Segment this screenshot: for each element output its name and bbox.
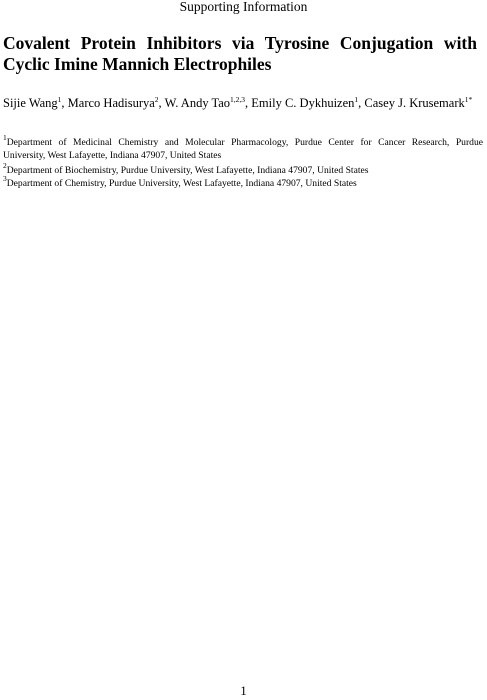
affiliation-3	[3, 173, 483, 191]
affiliation-text: Department of Chemistry, Purdue University, West Lafayette, Indiana 47907, United States	[6, 177, 357, 189]
author-name: Sijie Wang	[3, 96, 58, 110]
paper-title-line-1: Covalent Protein Inhibitors via Tyrosine Conjugation with	[3, 33, 477, 53]
author-affiliation-marker: 1	[354, 95, 359, 104]
author-affiliation-marker: 2	[154, 95, 159, 104]
paper-title-line-2: Cyclic Imine Mannich Electrophiles	[3, 54, 272, 74]
author-affiliation-marker: 1*	[464, 95, 473, 104]
running-header: Supporting Information	[179, 0, 308, 14]
affiliation-2	[3, 161, 483, 178]
affiliation-marker: 1	[3, 133, 7, 142]
author-separator: ,	[245, 96, 252, 110]
author-name: W. Andy Tao	[164, 96, 231, 110]
affiliation-marker: 3	[3, 173, 7, 183]
author-name: Emily C. Dykhuizen	[251, 96, 355, 110]
author-separator: ,	[358, 96, 365, 110]
affiliation-marker: 2	[3, 161, 7, 170]
author	[251, 96, 364, 110]
author	[165, 96, 252, 110]
author-separator: ,	[61, 96, 68, 110]
affiliation-list	[3, 133, 483, 190]
affiliation-1	[3, 133, 483, 162]
affiliation-1-line-1	[3, 133, 483, 150]
author	[68, 96, 165, 110]
author-name: Marco Hadisurya	[67, 96, 155, 110]
author-name: Casey J. Krusemark	[364, 96, 465, 110]
paper-title	[0, 33, 487, 75]
author-list	[3, 95, 483, 111]
author	[3, 96, 68, 110]
author-affiliation-marker: 1	[57, 95, 62, 104]
affiliation-text: Department of Biochemistry, Purdue University, West Lafayette, Indiana 47907, United States	[6, 165, 369, 176]
author-affiliation-marker: 1,2,3	[230, 95, 246, 104]
affiliation-1-line-2: University, West Lafayette, Indiana 47907, United States	[3, 149, 222, 161]
affiliation-text: Department of Medicinal Chemistry and Molecular Pharmacology, Purdue Center for Cancer Research, Purdue	[6, 137, 483, 148]
author-separator: ,	[158, 96, 165, 110]
author	[364, 96, 472, 110]
page-number: 1	[240, 683, 247, 698]
